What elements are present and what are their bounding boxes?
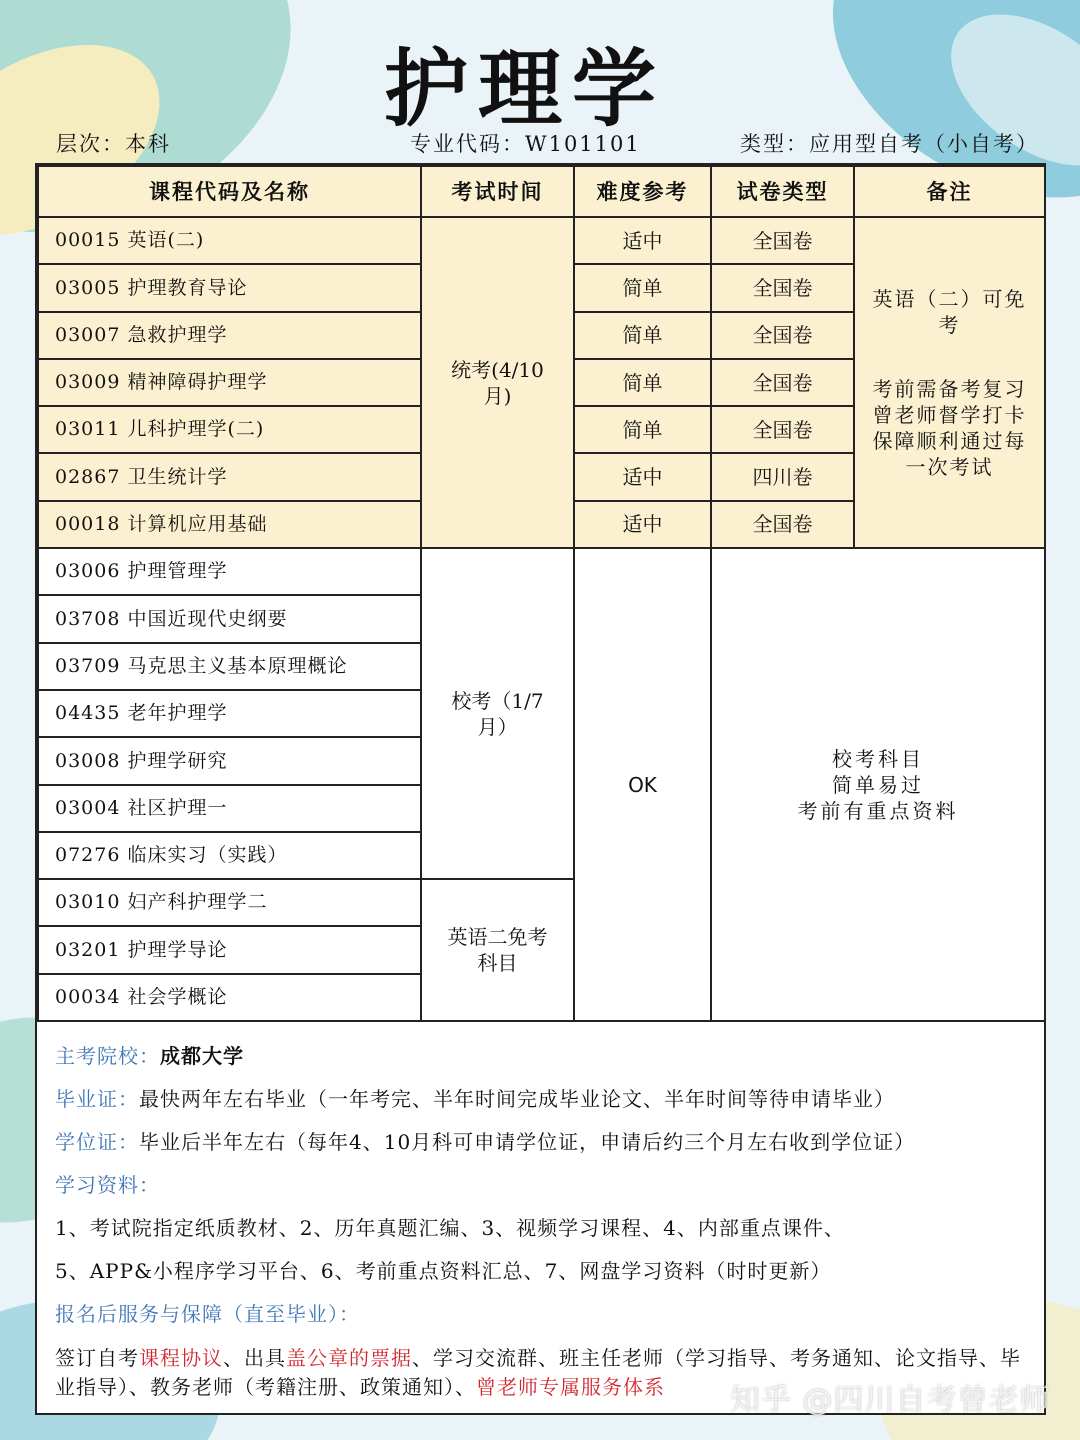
course-name: 03007 急救护理学: [38, 312, 421, 359]
info-section: [55, 1035, 1035, 1402]
service-label: 报名后服务与保障（直至毕业）：: [55, 1302, 360, 1326]
diploma-value: 最快两年左右毕业（一年考完、半年时间完成毕业论文、半年时间等待申请毕业）: [139, 1087, 895, 1111]
note-exemption: 英语（二）可免考: [872, 286, 1027, 337]
course-name: 03709 马克思主义基本原理概论: [38, 643, 421, 690]
course-paper: 全国卷: [711, 406, 854, 453]
course-name: 03011 儿科护理学(二): [38, 406, 421, 453]
table-row: [38, 548, 1045, 595]
service-highlight: 曾老师专属服务体系: [476, 1375, 665, 1399]
page-title: 护理学: [383, 39, 666, 138]
service-text-part: 、出具: [223, 1346, 286, 1370]
course-name: 00015 英语(二): [38, 217, 421, 264]
course-difficulty: 适中: [574, 501, 711, 548]
info-school: [55, 1035, 1035, 1078]
level-label: 层次：本科: [56, 132, 171, 156]
school-note: [711, 548, 1045, 1021]
course-paper: 全国卷: [711, 359, 854, 406]
course-sheet: [35, 163, 1046, 1415]
table-header-row: [38, 166, 1045, 217]
course-name: 03201 护理学导论: [38, 926, 421, 973]
course-difficulty: 简单: [574, 406, 711, 453]
materials-line: 1、考试院指定纸质教材、2、历年真题汇编、3、视频学习课程、4、内部重点课件、: [55, 1216, 845, 1240]
header-note: 备注: [854, 166, 1045, 217]
course-table: [37, 165, 1046, 1022]
course-name: 00034 社会学概论: [38, 974, 421, 1021]
unified-note: [854, 217, 1045, 548]
course-name: 02867 卫生统计学: [38, 453, 421, 500]
diploma-label: 毕业证：: [55, 1087, 139, 1111]
materials-label: 学习资料：: [55, 1173, 160, 1197]
course-name: 03010 妇产科护理学二: [38, 879, 421, 926]
course-paper: 四川卷: [711, 453, 854, 500]
course-paper: 全国卷: [711, 501, 854, 548]
watermark: 知乎 @四川自考曾老师: [730, 1383, 1051, 1418]
info-diploma: [55, 1078, 1035, 1121]
info-service: [55, 1293, 1035, 1336]
header-course: 课程代码及名称: [38, 166, 421, 217]
course-difficulty: 简单: [574, 312, 711, 359]
school-note-line: 考前有重点资料: [797, 798, 959, 823]
service-text-part: 、学习交流群、班主任老师（学习指导、考务通知、论文指导、毕业指导）、教务老师（考籍注册、政策通知）、: [55, 1346, 1021, 1399]
course-difficulty: 适中: [574, 453, 711, 500]
major-code-label: 专业代码：W101101: [410, 132, 641, 156]
degree-value: 毕业后半年左右（每年4、10月科可申请学位证，申请后约三个月左右收到学位证）: [139, 1130, 916, 1154]
header-paper-type: 试卷类型: [711, 166, 854, 217]
course-name: 03006 护理管理学: [38, 548, 421, 595]
course-difficulty: 简单: [574, 264, 711, 311]
service-highlight: 盖公章的票据: [286, 1346, 412, 1370]
course-difficulty: 简单: [574, 359, 711, 406]
note-preparation: 考前需备考复习曾老师督学打卡保障顺利通过每一次考试: [872, 376, 1027, 479]
unified-exam-time: 统考(4/10月): [421, 217, 574, 548]
course-name: 07276 临床实习（实践）: [38, 832, 421, 879]
degree-label: 学位证：: [55, 1130, 139, 1154]
school-difficulty: OK: [574, 548, 711, 1021]
course-paper: 全国卷: [711, 312, 854, 359]
school-value: 成都大学: [160, 1044, 244, 1068]
course-name: 03004 社区护理一: [38, 785, 421, 832]
school-note-line: 简单易过: [832, 772, 924, 797]
course-paper: 全国卷: [711, 264, 854, 311]
course-name: 03005 护理教育导论: [38, 264, 421, 311]
course-difficulty: 适中: [574, 217, 711, 264]
info-degree: [55, 1121, 1035, 1164]
header-difficulty: 难度参考: [574, 166, 711, 217]
course-name: 04435 老年护理学: [38, 690, 421, 737]
course-name: 03009 精神障碍护理学: [38, 359, 421, 406]
info-materials: [55, 1164, 1035, 1207]
exempt-exam-time: 英语二免考科目: [421, 879, 574, 1021]
service-text-part: 签订自考: [55, 1346, 139, 1370]
materials-line: 5、APP&小程序学习平台、6、考前重点资料汇总、7、网盘学习资料（时时更新）: [55, 1259, 832, 1283]
service-highlight: 课程协议: [139, 1346, 223, 1370]
course-paper: 全国卷: [711, 217, 854, 264]
table-row: [38, 217, 1045, 264]
course-name: 03008 护理学研究: [38, 737, 421, 784]
school-note-line: 校考科目: [832, 746, 924, 771]
course-name: 00018 计算机应用基础: [38, 501, 421, 548]
course-name: 03708 中国近现代史纲要: [38, 595, 421, 642]
school-exam-time: 校考（1/7月）: [421, 548, 574, 879]
header-exam-time: 考试时间: [421, 166, 574, 217]
school-label: 主考院校：: [55, 1044, 160, 1068]
type-label: 类型：应用型自考（小自考）: [740, 132, 1039, 156]
